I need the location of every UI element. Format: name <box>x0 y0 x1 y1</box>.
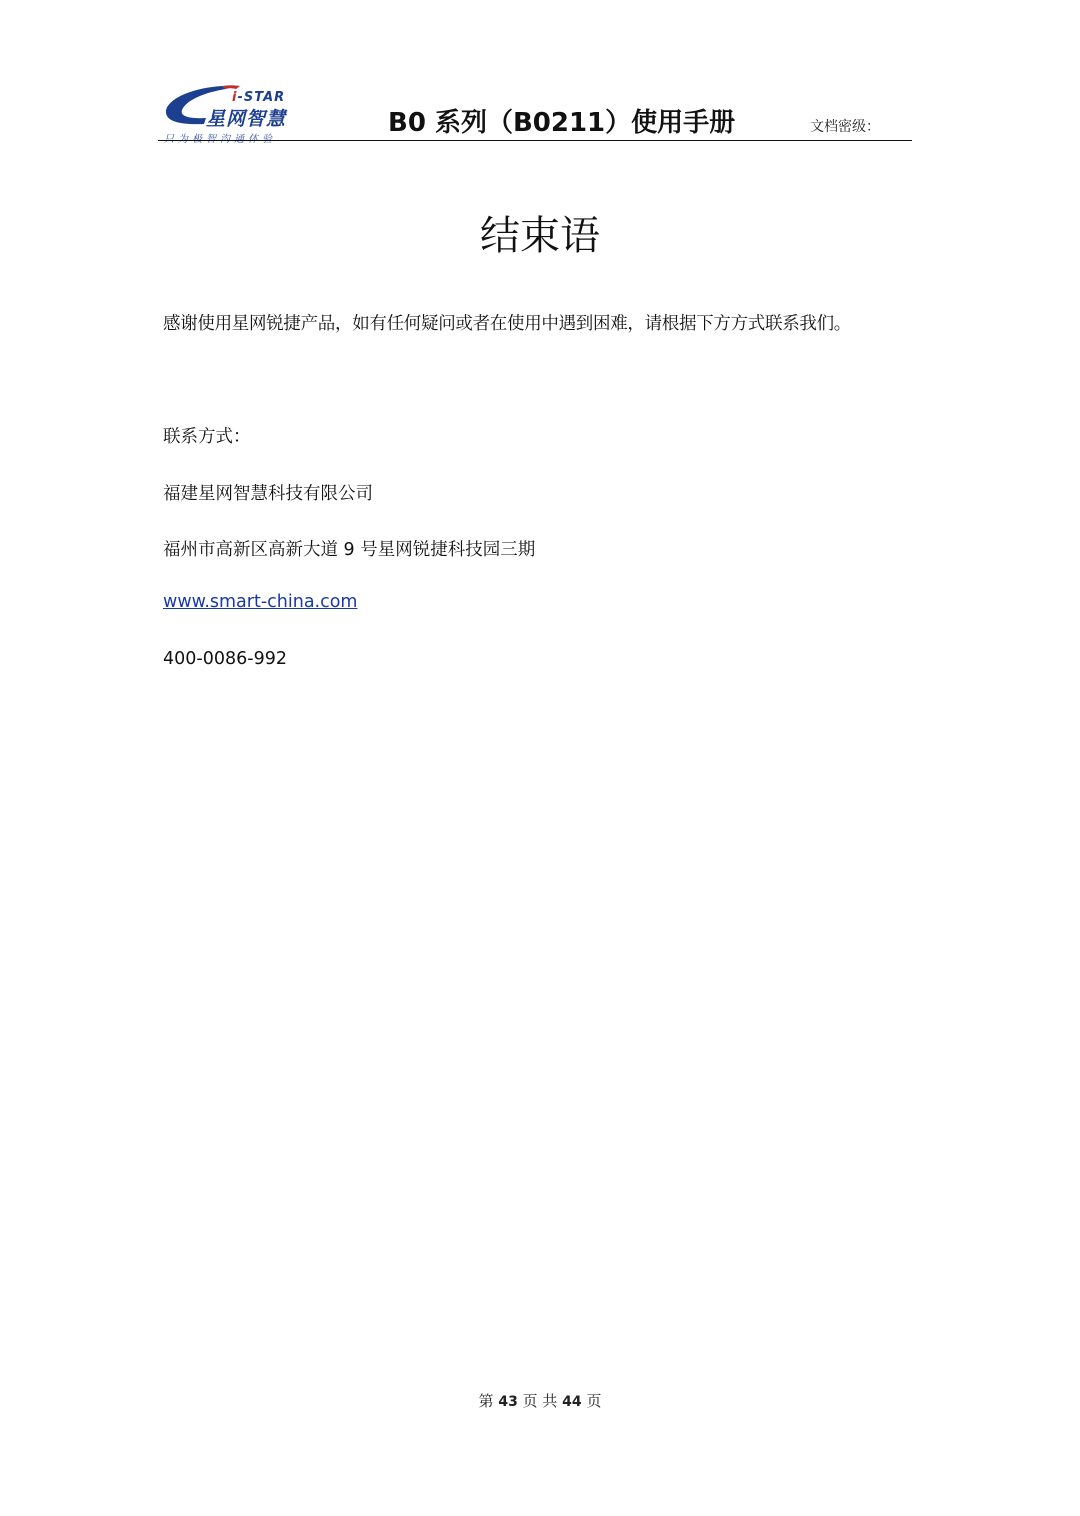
total-page-count: 44 <box>562 1394 582 1410</box>
company-address: 福州市高新区高新大道 9 号星网锐捷科技园三期 <box>163 540 536 560</box>
logo-latin: i-STAR <box>232 90 286 105</box>
section-heading: 结束语 <box>480 213 600 259</box>
document-title: B0 系列（B0211）使用手册 <box>388 108 736 138</box>
header-divider <box>158 140 912 141</box>
page-footer <box>0 1390 1080 1411</box>
website-link[interactable]: www.smart-china.com <box>163 592 358 612</box>
contact-label: 联系方式： <box>163 427 251 447</box>
current-page-number: 43 <box>498 1394 518 1410</box>
secrecy-label: 文档密级： <box>810 119 880 135</box>
company-name: 福建星网智慧科技有限公司 <box>163 484 373 504</box>
company-logo <box>160 78 300 144</box>
logo-brand-cn: 星网智慧 <box>206 108 287 130</box>
intro-paragraph: 感谢使用星网锐捷产品，如有任何疑问或者在使用中遇到困难，请根据下方方式联系我们。 <box>163 314 851 334</box>
phone-number: 400-0086-992 <box>163 649 287 669</box>
footer-prefix: 第 <box>478 1392 494 1410</box>
footer-middle: 页 共 <box>522 1392 558 1410</box>
footer-suffix: 页 <box>586 1392 602 1410</box>
page-header <box>158 76 912 145</box>
logo-slogan: 只为极智沟通体验 <box>164 134 276 145</box>
